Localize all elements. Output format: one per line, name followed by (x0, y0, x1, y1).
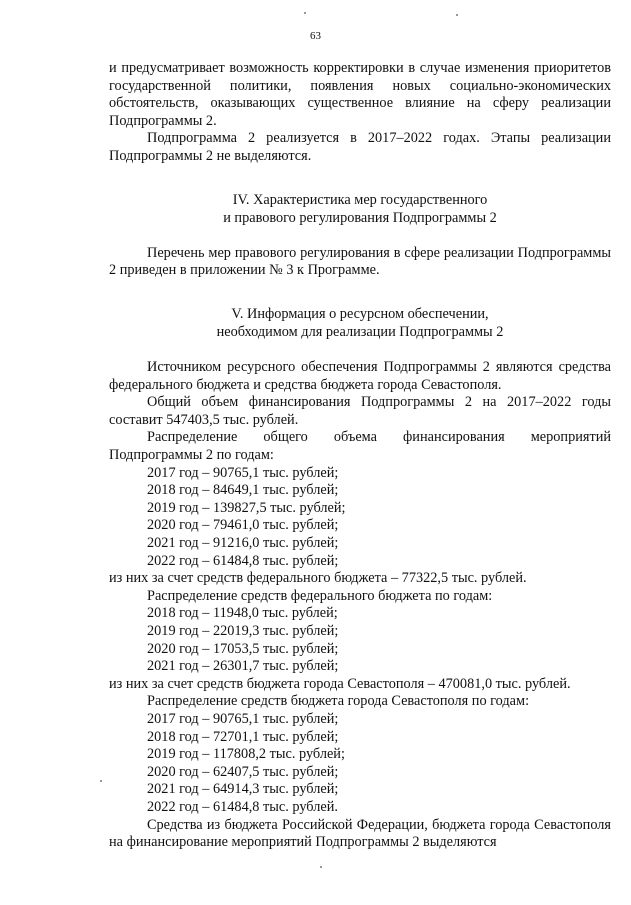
list-item: 2022 год – 61484,8 тыс. рублей; (147, 552, 339, 569)
page-body (109, 60, 611, 852)
list-item: 2022 год – 61484,8 тыс. рублей. (147, 798, 338, 815)
intro-paragraph-period: Подпрограмма 2 реализуется в 2017–2022 годах. Этапы реализации Подпрограммы 2 не выделяются. (109, 130, 611, 164)
list-item: 2021 год – 64914,3 тыс. рублей; (147, 781, 339, 798)
list-item: 2018 год – 72701,1 тыс. рублей; (147, 728, 339, 745)
scan-speck (320, 866, 322, 868)
list-item: 2019 год – 22019,3 тыс. рублей; (147, 623, 339, 639)
list-item: 2018 год – 11948,0 тыс. рублей; (147, 605, 338, 622)
list-item: 2017 год – 90765,1 тыс. рублей; (147, 464, 339, 481)
scan-speck (456, 14, 458, 16)
city-total-line: из них за счет средств бюджета города Севастополя – 470081,0 тыс. рублей. (109, 675, 571, 692)
intro-paragraph-continued: и предусматривает возможность корректировки в случае изменения приоритетов государственной политики, появления новых социально-экономических обстоятельств, оказывающих существенное влияние на сферу реализации Подпрограммы 2. (109, 60, 611, 129)
federal-distribution-heading: Распределение средств федерального бюджета по годам: (147, 587, 493, 604)
section-4-heading-line-1: IV. Характеристика мер государственного (232, 191, 488, 208)
list-item: 2021 год – 26301,7 тыс. рублей; (147, 658, 339, 675)
list-item: 2019 год – 139827,5 тыс. рублей; (147, 499, 346, 516)
list-item: 2020 год – 17053,5 тыс. рублей; (147, 640, 339, 657)
scan-speck (304, 12, 306, 14)
total-by-year-list (109, 465, 611, 571)
section-5-heading-line-1: V. Информация о ресурсном обеспечении, (231, 306, 489, 323)
section-4-heading-line-2: и правового регулирования Подпрограммы 2 (223, 209, 497, 226)
list-item: 2018 год – 84649,1 тыс. рублей; (147, 482, 339, 499)
city-distribution-heading: Распределение средств бюджета города Севастополя по годам: (147, 693, 530, 710)
sources-paragraph: Источником ресурсного обеспечения Подпрограммы 2 являются средства федерального бюджета и средства бюджета города Севастополя. (109, 359, 611, 393)
scan-speck (100, 780, 102, 782)
list-item: 2019 год – 117808,2 тыс. рублей; (147, 746, 345, 763)
federal-total-line: из них за счет средств федерального бюджета – 77322,5 тыс. рублей. (109, 570, 527, 587)
list-item: 2021 год – 91216,0 тыс. рублей; (147, 535, 339, 552)
section-5-heading-line-2: необходимом для реализации Подпрограммы 2 (216, 323, 504, 340)
list-item: 2020 год – 79461,0 тыс. рублей; (147, 517, 339, 534)
section-4-paragraph: Перечень мер правового регулирования в сфере реализации Подпрограммы 2 приведен в приложении № 3 к Программе. (109, 244, 611, 279)
federal-by-year-list (109, 605, 611, 675)
list-item: 2017 год – 90765,1 тыс. рублей; (147, 710, 339, 727)
city-by-year-list (109, 711, 611, 817)
distribution-paragraph: Распределение общего объема финансирования мероприятий Подпрограммы 2 по годам: (109, 429, 611, 464)
list-item: 2020 год – 62407,5 тыс. рублей; (147, 763, 339, 780)
total-volume-paragraph: Общий объем финансирования Подпрограммы 2 на 2017–2022 годы составит 547403,5 тыс. рублей. (109, 394, 611, 428)
closing-paragraph: Средства из бюджета Российской Федерации, бюджета города Севастополя на финансирование мероприятий Подпрограммы 2 выделяются (109, 816, 611, 851)
page-number: 63 (310, 30, 321, 42)
